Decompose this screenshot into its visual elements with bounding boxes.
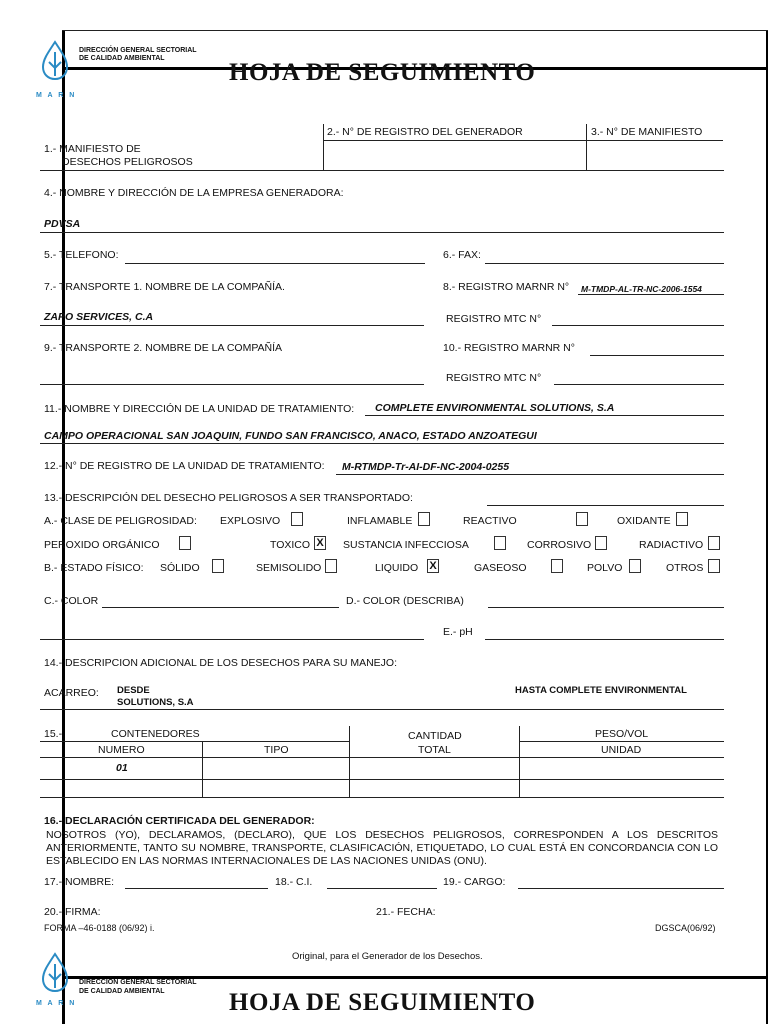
- f13b-label: B.- ESTADO FÍSICO:: [44, 562, 144, 574]
- frame-left-border: [62, 30, 65, 1024]
- infecciosa-checkbox[interactable]: [494, 536, 506, 550]
- f21-label[interactable]: 21.- FECHA:: [376, 906, 436, 918]
- fax-field[interactable]: [485, 263, 724, 264]
- frame-top-border: [62, 30, 768, 31]
- color-field[interactable]: [102, 607, 339, 608]
- solido-label: SÓLIDO: [160, 562, 200, 574]
- table-header-rule-right: [519, 741, 724, 742]
- f10-label: 10.- REGISTRO MARNR N°: [443, 342, 575, 354]
- f8-underline: [578, 294, 724, 295]
- inflamable-checkbox[interactable]: [418, 512, 430, 526]
- table-col-divider-3: [519, 726, 520, 797]
- row-divider-1: [40, 170, 724, 171]
- logo-text-bottom: M A R N: [36, 1000, 77, 1007]
- f11-label: 11.- NOMBRE Y DIRECCIÓN DE LA UNIDAD DE TRATAMIENTO:: [44, 403, 355, 415]
- total-header: TOTAL: [418, 744, 451, 756]
- f11-address[interactable]: CAMPO OPERACIONAL SAN JOAQUIN, FUNDO SAN FRANCISCO, ANACO, ESTADO ANZOATEGUI: [44, 430, 537, 442]
- infecciosa-label: SUSTANCIA INFECCIOSA: [343, 539, 469, 551]
- f1-label-b: DESECHOS PELIGROSOS: [62, 156, 193, 168]
- f12-label: 12.- N° DE REGISTRO DE LA UNIDAD DE TRATAMIENTO:: [44, 460, 325, 472]
- contenedores-header: CONTENEDORES: [111, 728, 200, 740]
- desde-value[interactable]: SOLUTIONS, S.A: [117, 697, 194, 708]
- f12-value[interactable]: M-RTMDP-Tr-AI-DF-NC-2004-0255: [342, 461, 510, 473]
- form-code: FORMA –46-0188 (06/92) i.: [44, 923, 155, 933]
- desde-label: DESDE: [117, 685, 150, 696]
- f1-label-a: 1.- MANIFIESTO DE: [44, 143, 141, 155]
- toxico-label: TOXICO: [270, 539, 311, 551]
- f11-address-underline: [40, 443, 724, 444]
- f8-mtc-label: REGISTRO MTC N°: [446, 313, 542, 325]
- inflamable-label: INFLAMABLE: [347, 515, 413, 527]
- org-line-1-bottom: DIRECCIÓN GENERAL SECTORIAL: [79, 979, 197, 986]
- otros-checkbox[interactable]: [708, 559, 720, 573]
- tipo-header: TIPO: [264, 744, 289, 756]
- f11-underline: [365, 415, 724, 416]
- f1-f2-divider: [323, 124, 324, 170]
- unidad-header: UNIDAD: [601, 744, 642, 756]
- f4-label: 4.- NOMBRE Y DIRECCIÓN DE LA EMPRESA GENERADORA:: [44, 187, 344, 199]
- name-field[interactable]: [125, 888, 268, 889]
- radiactivo-label: RADIACTIVO: [639, 539, 704, 551]
- f13-label: 13.- DESCRIPCIÓN DEL DESECHO PELIGROSOS A SER TRANSPORTADO:: [44, 492, 413, 504]
- f15-label: 15.-: [44, 728, 63, 740]
- otros-label: OTROS: [666, 562, 704, 574]
- corrosivo-label: CORROSIVO: [527, 539, 592, 551]
- f20-label[interactable]: 20.- FIRMA:: [44, 906, 101, 918]
- f5-label: 5.- TELEFONO:: [44, 249, 119, 261]
- liquido-label: LIQUIDO: [375, 562, 419, 574]
- peroxido-checkbox[interactable]: [179, 536, 191, 550]
- f19-label: 19.- CARGO:: [443, 876, 506, 888]
- f13d-label: D.- COLOR (DESCRIBA): [346, 595, 464, 607]
- color-field-line-2[interactable]: [40, 639, 424, 640]
- ci-field[interactable]: [327, 888, 437, 889]
- oxidante-label: OXIDANTE: [617, 515, 671, 527]
- explosivo-label: EXPLOSIVO: [220, 515, 281, 527]
- page-title-bottom: HOJA DE SEGUIMIENTO: [229, 989, 536, 1016]
- f9-field[interactable]: [40, 384, 424, 385]
- f10-mtc-field[interactable]: [554, 384, 724, 385]
- f7-value[interactable]: ZAPO SERVICES, C.A: [44, 311, 154, 323]
- f7-label: 7.- TRANSPORTE 1. NOMBRE DE LA COMPAÑÍA.: [44, 281, 285, 293]
- table-col-divider-2: [349, 726, 350, 797]
- liquido-checkbox[interactable]: X: [427, 559, 439, 573]
- f8-mtc-field[interactable]: [552, 325, 724, 326]
- f2-f3-divider: [586, 124, 587, 170]
- org-line-2-bottom: DE CALIDAD AMBIENTAL: [79, 988, 165, 995]
- radiactivo-checkbox[interactable]: [708, 536, 720, 550]
- table-col-divider-1: [202, 741, 203, 797]
- cantidad-header: CANTIDAD: [408, 730, 462, 742]
- explosivo-checkbox[interactable]: [291, 512, 303, 526]
- ph-field[interactable]: [485, 639, 724, 640]
- numero-header: NUMERO: [98, 744, 145, 756]
- pesovol-header: PESO/VOL: [595, 728, 649, 740]
- f9-label: 9.- TRANSPORTE 2. NOMBRE DE LA COMPAÑÍA: [44, 342, 283, 354]
- dgsca-code: DGSCA(06/92): [655, 923, 716, 933]
- f10-mtc-label: REGISTRO MTC N°: [446, 372, 542, 384]
- table-rule-3: [40, 797, 724, 798]
- f13a-label: A.- CLASE DE PELIGROSIDAD:: [44, 515, 197, 527]
- f13c-label: C.- COLOR: [44, 595, 99, 607]
- phone-field[interactable]: [125, 263, 425, 264]
- org-line-2: DE CALIDAD AMBIENTAL: [79, 55, 165, 62]
- f8-value[interactable]: M-TMDP-AL-TR-NC-2006-1554: [581, 284, 702, 294]
- reactivo-checkbox[interactable]: [576, 512, 588, 526]
- f8-label: 8.- REGISTRO MARNR N°: [443, 281, 570, 293]
- gaseoso-checkbox[interactable]: [551, 559, 563, 573]
- f6-label: 6.- FAX:: [443, 249, 481, 261]
- color-describe-field[interactable]: [488, 607, 724, 608]
- marn-logo-bottom: [38, 952, 72, 1003]
- f2-f3-underline[interactable]: [323, 140, 723, 141]
- f16-label: 16.- DECLARACIÓN CERTIFICADA DEL GENERADOR:: [44, 815, 315, 827]
- solido-checkbox[interactable]: [212, 559, 224, 573]
- f18-label: 18.- C.I.: [275, 876, 313, 888]
- f11-value[interactable]: COMPLETE ENVIRONMENTAL SOLUTIONS, S.A: [375, 402, 615, 414]
- org-line-1: DIRECCIÓN GENERAL SECTORIAL: [79, 47, 197, 54]
- f2-label: 2.- N° DE REGISTRO DEL GENERADOR: [327, 126, 523, 138]
- polvo-label: POLVO: [587, 562, 623, 574]
- polvo-checkbox[interactable]: [629, 559, 641, 573]
- row1-numero[interactable]: 01: [116, 762, 128, 774]
- f4-underline: [40, 232, 724, 233]
- cargo-field[interactable]: [518, 888, 724, 889]
- f13-field[interactable]: [487, 505, 724, 506]
- f13e-label: E.- pH: [443, 626, 473, 638]
- f14-label: 14.- DESCRIPCION ADICIONAL DE LOS DESECHOS PARA SU MANEJO:: [44, 657, 398, 669]
- f12-underline: [336, 474, 724, 475]
- semisolido-checkbox[interactable]: [325, 559, 337, 573]
- hasta-value[interactable]: HASTA COMPLETE ENVIRONMENTAL: [515, 685, 687, 696]
- original-note: Original, para el Generador de los Desechos.: [292, 951, 483, 962]
- reactivo-label: REACTIVO: [463, 515, 517, 527]
- table-rule-2: [40, 779, 724, 780]
- table-header-rule-left: [40, 741, 350, 742]
- table-rule-1: [40, 757, 724, 758]
- gaseoso-label: GASEOSO: [474, 562, 527, 574]
- semisolido-label: SEMISOLIDO: [256, 562, 322, 574]
- oxidante-checkbox[interactable]: [676, 512, 688, 526]
- page-title: HOJA DE SEGUIMIENTO: [229, 59, 536, 86]
- peroxido-label: PEROXIDO ORGÁNICO: [44, 539, 160, 551]
- marn-logo: [38, 40, 72, 91]
- corrosivo-checkbox[interactable]: [595, 536, 607, 550]
- f4-value[interactable]: PDVSA: [44, 218, 81, 230]
- f3-label: 3.- N° DE MANIFIESTO: [591, 126, 703, 138]
- f7-underline: [40, 325, 424, 326]
- f14-underline: [40, 709, 724, 710]
- logo-text: M A R N: [36, 92, 77, 99]
- declaration-text: NOSOTROS (YO), DECLARAMOS, (DECLARO), QUE LOS DESECHOS PELIGROSOS, CORRESPONDEN A LOS DESCRITOS ANTERIORMENTE, TANTO SU NOMBRE, TRANSPORTE, CLASIFICACIÓN, ETIQUETADO, LO CUAL ESTÁ EN CONCORDANCIA CON LO ESTABLECIDO EN LAS NORMAS INTERNACIONALES DE LAS NACIONES UNIDAS (ONU).: [46, 829, 718, 867]
- f17-label: 17.- NOMBRE:: [44, 876, 115, 888]
- toxico-checkbox[interactable]: X: [314, 536, 326, 550]
- acarreo-label: ACARREO:: [44, 687, 99, 699]
- f10-field[interactable]: [590, 355, 724, 356]
